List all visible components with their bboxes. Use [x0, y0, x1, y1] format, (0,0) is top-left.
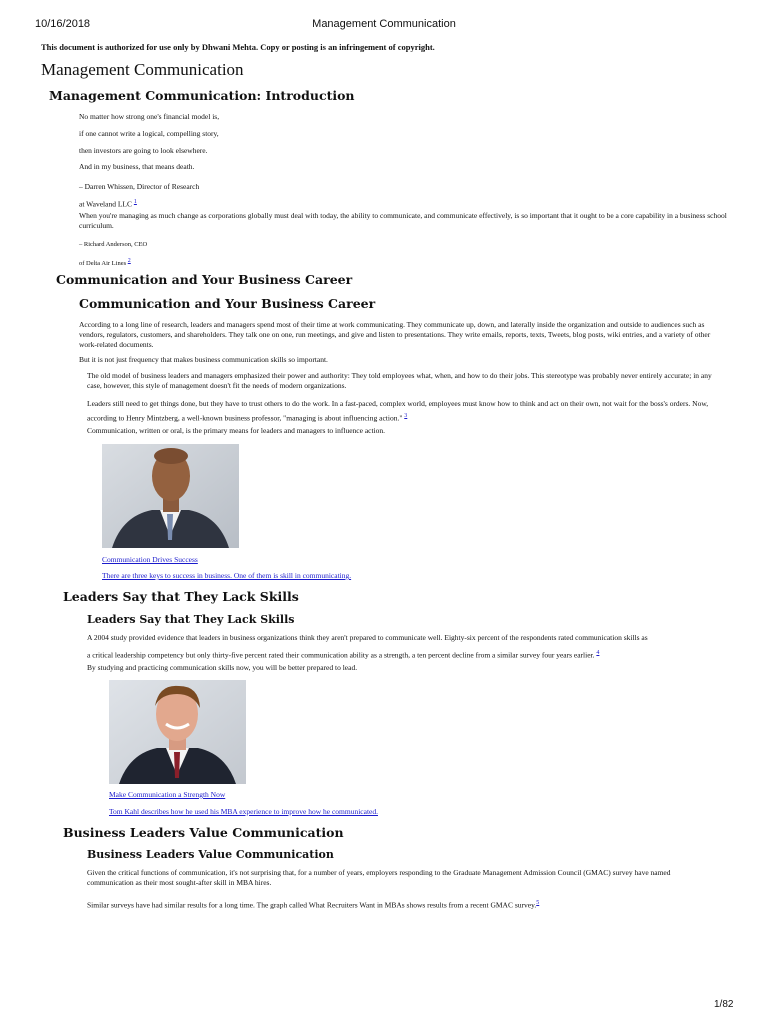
- section1-heading: Communication and Your Business Career: [56, 272, 353, 287]
- print-date: 10/16/2018: [35, 18, 91, 30]
- section1-para1: According to a long line of research, leaders and managers spend most of their time at work communicating. They communicate up, down, and laterally inside the organization and outside to audiences such as vendors, regulators, customers, and shareholders. They talk one on one, run meetings, and give and listen to presentations. They write emails, reports, texts, Tweets, blog posts, wiki entries, and a variety of other work-related documents.: [79, 320, 711, 349]
- section3-para1: Given the critical functions of communication, it's not surprising that, for a number of years, employers responding to the Graduate Management Admission Council (GMAC) survey have named communication as their most sought-after skill in MBA hires.: [87, 868, 671, 887]
- video-link-1[interactable]: Communication Drives Success: [102, 555, 198, 564]
- section1-para3: The old model of business leaders and managers emphasized their power and authority: They told employees what, when, and how to do their jobs. This stereotype was probably never entirely accurate; in any case, however, this style of management doesn't fit the needs of modern organizations.: [87, 371, 712, 390]
- video-thumbnail-2[interactable]: [109, 680, 246, 784]
- section2-para1-line1: A 2004 study provided evidence that leaders in business organizations think they aren't prepared to communicate well. Eighty-six percent of the respondents rated communication skills as: [87, 633, 648, 642]
- attribution1-line2: at Waveland LLC $^1$: [79, 199, 137, 209]
- footnote-link-2[interactable]: 2: [127, 258, 131, 264]
- section1-subheading: Communication and Your Business Career: [79, 296, 376, 311]
- video-caption-2[interactable]: Tom Kahl describes how he used his MBA experience to improve how he communicated.: [109, 807, 378, 816]
- quote1-line4: And in my business, that means death.: [79, 162, 195, 171]
- section1-para5: Communication, written or oral, is the primary means for leaders and managers to influence action.: [87, 426, 386, 435]
- section2-subheading: Leaders Say that They Lack Skills: [87, 613, 295, 626]
- copyright-notice: This document is authorized for use only by Dhwani Mehta. Copy or posting is an infringement of copyright.: [41, 42, 435, 52]
- section1-para2: But it is not just frequency that makes business communication skills so important.: [79, 355, 328, 364]
- quote1-line2: if one cannot write a logical, compelling story,: [79, 129, 219, 138]
- footnote-link-5[interactable]: 5: [536, 900, 540, 906]
- attribution1-line1: – Darren Whissen, Director of Research: [79, 182, 200, 191]
- quote1-line1: No matter how strong one's financial model is,: [79, 112, 220, 121]
- attribution2-line2: of Delta Air Lines $^2$: [79, 258, 131, 268]
- video-link-2[interactable]: Make Communication a Strength Now: [109, 790, 226, 799]
- intro-heading: Management Communication: Introduction: [49, 88, 355, 103]
- video-thumbnail-1[interactable]: [102, 444, 239, 548]
- footnote-link-1[interactable]: 1: [133, 199, 137, 205]
- page-title: Management Communication: [41, 60, 244, 79]
- section1-para4: Leaders still need to get things done, but they have to trust others to do the work. In a fast-paced, complex world, employees must know how to think and act on their own, not wait for the boss's orders. Now, according to Henry Mintzberg, a well-known business professor, "managing is about influencing action." $^3$: [87, 399, 709, 423]
- quote2: When you're managing as much change as corporations globally must deal with today, the ability to communicate, and communicate effectively, is so important that it ought to be a core capability in a business school curriculum.: [79, 211, 727, 230]
- section3-subheading: Business Leaders Value Communication: [87, 848, 334, 861]
- attribution2-line1: – Richard Anderson, CEO: [79, 241, 148, 248]
- print-title: Management Communication: [312, 18, 456, 30]
- section3-para2: Similar surveys have had similar results for a long time. The graph called What Recruiters Want in MBAs shows results from a recent GMAC survey.$^5$: [87, 900, 540, 910]
- section2-para1-line2: a critical leadership competency but only thirty-five percent rated their communication ability as a strength, a ten percent decline from a similar survey four years earlier. $^4$: [87, 650, 600, 660]
- footnote-link-3[interactable]: 3: [404, 413, 408, 419]
- section2-para2: By studying and practicing communication skills now, you will be better prepared to lead.: [87, 663, 358, 672]
- section3-heading: Business Leaders Value Communication: [63, 825, 344, 840]
- footnote-link-4[interactable]: 4: [596, 650, 600, 656]
- quote1-line3: then investors are going to look elsewhere.: [79, 146, 208, 155]
- video-caption-1[interactable]: There are three keys to success in business. One of them is skill in communicating.: [102, 571, 352, 580]
- page-number: 1/82: [714, 999, 734, 1010]
- section2-heading: Leaders Say that They Lack Skills: [63, 589, 299, 604]
